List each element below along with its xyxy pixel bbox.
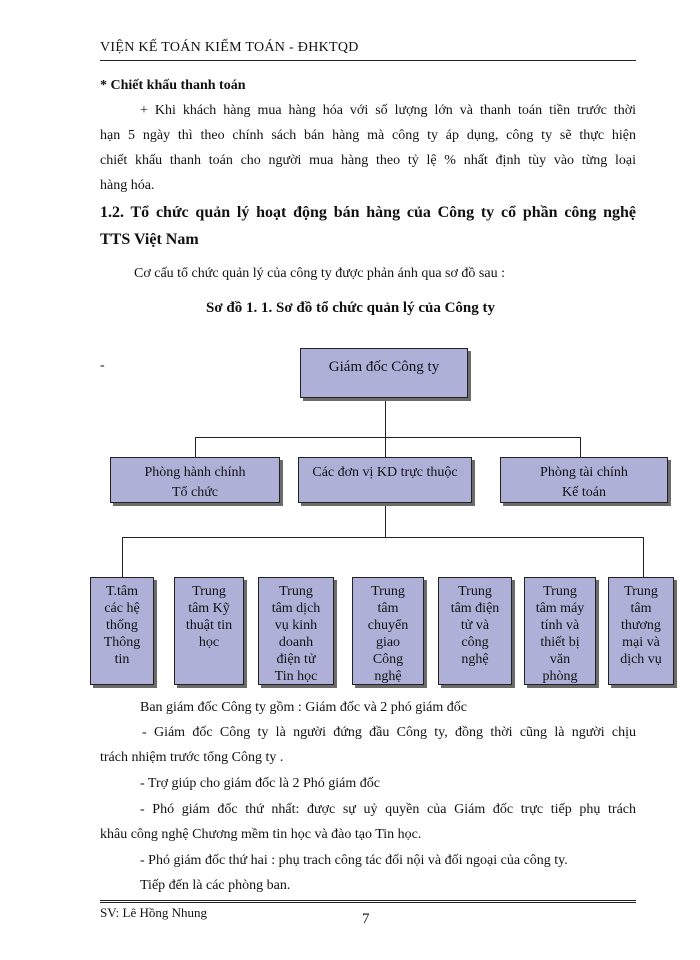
org-box-label: giao — [375, 635, 401, 650]
org-box-label: Tin học — [274, 669, 318, 684]
org-box-center-trade-services — [608, 577, 674, 685]
org-box-label: điện tử — [276, 652, 316, 667]
org-box-label: thống — [106, 618, 138, 633]
org-box-label: thuật tin — [185, 618, 233, 633]
org-box-label: Trung — [192, 584, 226, 599]
org-box-label: Trung — [624, 584, 658, 599]
stray-dash: - — [100, 358, 105, 373]
org-box-label: mại và — [622, 635, 660, 650]
org-box-label: tin — [114, 652, 130, 667]
org-box-label: vụ kinh — [274, 618, 318, 633]
body-line: - Phó giám đốc thứ hai : phụ trach công tác đối nội và đối ngoại của công ty. — [140, 853, 568, 868]
org-box-center-it-tech — [174, 577, 244, 685]
page-number: 7 — [362, 911, 370, 927]
org-box-admin-dept — [110, 457, 280, 503]
org-box-label: Giám đốc Công ty — [328, 359, 440, 375]
connector-line — [385, 503, 386, 537]
body-line: - Phó giám đốc thứ nhất: được sự uỷ quyền của Giám đốc trực tiếp phụ trách — [140, 802, 636, 817]
org-box-label: Công — [372, 652, 404, 667]
org-box-label: tử và — [460, 618, 490, 633]
discount-heading: * Chiết khấu thanh toán — [100, 78, 246, 93]
body-line: - Giám đốc Công ty là người đứng đầu Công ty, đồng thời cũng là người chịu — [142, 725, 636, 740]
body-line: - Trợ giúp cho giám đốc là 2 Phó giám đốc — [140, 776, 380, 791]
org-box-center-electronics — [438, 577, 512, 685]
org-box-label: học — [198, 635, 220, 650]
org-box-business-units — [298, 457, 472, 503]
org-box-label: tính và — [540, 618, 580, 633]
page-header-title: VIỆN KẾ TOÁN KIỂM TOÁN - ĐHKTQD — [100, 40, 359, 55]
org-box-label: tâm máy — [535, 601, 585, 616]
discount-para-line: hàng hóa. — [100, 178, 155, 193]
org-box-label: Kế toán — [562, 485, 606, 500]
org-box-label: phòng — [542, 669, 578, 684]
body-line: khâu công nghệ Chương mềm tin học và đào tạo Tin học. — [100, 827, 422, 842]
connector-line — [385, 399, 386, 437]
org-box-label: tâm dịch — [271, 601, 321, 616]
discount-para-line: hạn 5 ngày thì theo chính sách bán hàng mà công ty áp dụng, công ty sẽ thực hiện — [100, 128, 636, 143]
body-line: Ban giám đốc Công ty gồm : Giám đốc và 2 phó giám đốc — [140, 700, 468, 715]
org-box-label: Trung — [543, 584, 577, 599]
org-box-label: dịch vụ — [620, 652, 662, 667]
org-box-label: các hệ — [104, 601, 140, 616]
connector-line — [122, 537, 644, 538]
section-heading: 1.2. Tổ chức quản lý hoạt động bán hàng của Công ty cổ phần công nghệ — [100, 204, 636, 221]
org-box-label: Phòng hành chính — [144, 465, 246, 480]
intro-text: Cơ cấu tổ chức quản lý của công ty được phản ánh qua sơ đồ sau : — [134, 266, 505, 281]
footer-author: SV: Lê Hồng Nhung — [100, 905, 208, 920]
org-box-label: tâm — [377, 601, 399, 616]
connector-line — [195, 437, 196, 457]
org-box-label: Phòng tài chính — [540, 465, 628, 480]
org-box-center-it-services — [258, 577, 334, 685]
connector-line — [580, 437, 581, 457]
org-box-label: thương — [621, 618, 661, 633]
org-box-label: doanh — [278, 635, 314, 650]
connector-line — [195, 437, 581, 438]
footer-rule — [100, 900, 636, 903]
org-box-label: chuyển — [367, 618, 409, 633]
org-box-finance-dept — [500, 457, 668, 503]
diagram-title: Sơ đồ 1. 1. Sơ đồ tổ chức quản lý của Công ty — [206, 300, 495, 316]
org-box-label: nghệ — [461, 652, 489, 667]
header-rule — [100, 60, 636, 61]
org-box-label: Thông — [103, 635, 141, 650]
org-box-center-computers — [524, 577, 596, 685]
org-box-label: công — [461, 635, 489, 650]
discount-para-line: chiết khấu thanh toán cho người mua hàng theo tỷ lệ % nhất định tùy vào từng loại — [100, 153, 636, 168]
body-line: trách nhiệm trước tổng Công ty . — [100, 750, 284, 765]
body-line: Tiếp đến là các phòng ban. — [140, 878, 291, 893]
org-box-label: Trung — [371, 584, 405, 599]
org-box-label: tâm Kỹ — [188, 601, 230, 616]
org-box-label: Trung — [279, 584, 313, 599]
org-box-center-info-systems — [90, 577, 154, 685]
org-box-label: Tổ chức — [171, 485, 219, 500]
connector-line — [122, 537, 123, 577]
org-box-label: thiết bị — [540, 635, 580, 650]
org-box-center-tech-transfer — [352, 577, 424, 685]
org-box-label: nghệ — [374, 669, 402, 684]
org-box-label: tâm — [630, 601, 652, 616]
discount-para-line: + Khi khách hàng mua hàng hóa với số lượng lớn và thanh toán tiền trước thời — [140, 103, 636, 118]
section-heading-cont: TTS Việt Nam — [100, 231, 199, 248]
org-box-label: Các đơn vị KD trực thuộc — [312, 465, 458, 480]
connector-line — [385, 437, 386, 457]
connector-line — [643, 537, 644, 577]
org-box-director — [300, 348, 468, 398]
org-box-label: Trung — [458, 584, 492, 599]
org-box-label: văn — [549, 652, 571, 667]
org-box-label: T.tâm — [105, 584, 138, 599]
org-box-label: tâm điện — [450, 601, 500, 616]
